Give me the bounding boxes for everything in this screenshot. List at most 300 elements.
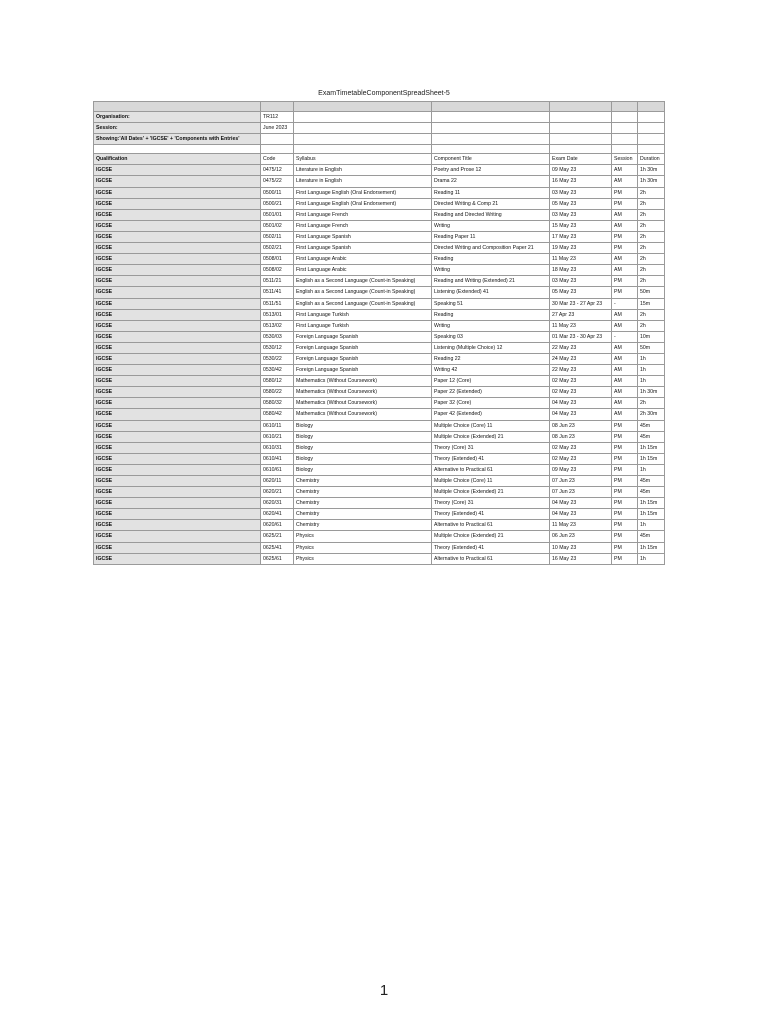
table-row bbox=[94, 243, 665, 254]
exam-date-cell: 30 Mar 23 - 27 Apr 23 bbox=[550, 298, 612, 309]
qualification-cell: IGCSE bbox=[94, 265, 261, 276]
syllabus-cell: Biology bbox=[294, 420, 432, 431]
qualification-cell: IGCSE bbox=[94, 453, 261, 464]
duration-cell: 1h 30m bbox=[638, 387, 665, 398]
duration-cell: 2h bbox=[638, 198, 665, 209]
duration-cell: 2h bbox=[638, 320, 665, 331]
exam-date-cell: 07 Jun 23 bbox=[550, 476, 612, 487]
syllabus-cell: First Language Arabic bbox=[294, 265, 432, 276]
duration-cell: 45m bbox=[638, 431, 665, 442]
component-title-cell: Multiple Choice (Extended) 21 bbox=[432, 487, 550, 498]
session-cell: PM bbox=[612, 243, 638, 254]
duration-cell: 2h bbox=[638, 220, 665, 231]
exam-date-cell: 15 May 23 bbox=[550, 220, 612, 231]
table-row bbox=[94, 165, 665, 176]
column-header-row bbox=[94, 154, 665, 165]
syllabus-cell: Biology bbox=[294, 431, 432, 442]
component-title-cell: Alternative to Practical 61 bbox=[432, 553, 550, 564]
duration-cell: 1h 15m bbox=[638, 453, 665, 464]
component-title-cell: Multiple Choice (Core) 11 bbox=[432, 476, 550, 487]
code-cell: 0511/41 bbox=[261, 287, 294, 298]
duration-cell: 2h bbox=[638, 187, 665, 198]
component-title-cell: Reading and Writing (Extended) 21 bbox=[432, 276, 550, 287]
qualification-cell: IGCSE bbox=[94, 309, 261, 320]
table-row bbox=[94, 398, 665, 409]
session-cell: AM bbox=[612, 209, 638, 220]
exam-date-cell: 04 May 23 bbox=[550, 509, 612, 520]
duration-cell: 1h 15m bbox=[638, 509, 665, 520]
duration-cell: 15m bbox=[638, 298, 665, 309]
duration-cell: 1h 30m bbox=[638, 165, 665, 176]
session-cell: PM bbox=[612, 509, 638, 520]
qualification-cell: IGCSE bbox=[94, 254, 261, 265]
qualification-cell: IGCSE bbox=[94, 376, 261, 387]
table-row bbox=[94, 309, 665, 320]
syllabus-cell: First Language Turkish bbox=[294, 320, 432, 331]
session-cell: AM bbox=[612, 265, 638, 276]
qualification-cell: IGCSE bbox=[94, 342, 261, 353]
session-cell: AM bbox=[612, 409, 638, 420]
code-cell: 0625/21 bbox=[261, 531, 294, 542]
duration-cell: 1h 15m bbox=[638, 542, 665, 553]
header-session: Session bbox=[612, 154, 638, 165]
table-row bbox=[94, 187, 665, 198]
code-cell: 0500/21 bbox=[261, 198, 294, 209]
session-cell: PM bbox=[612, 276, 638, 287]
table-row bbox=[94, 365, 665, 376]
qualification-cell: IGCSE bbox=[94, 542, 261, 553]
organisation-value: TR112 bbox=[261, 112, 294, 123]
qualification-cell: IGCSE bbox=[94, 231, 261, 242]
qualification-cell: IGCSE bbox=[94, 331, 261, 342]
qualification-cell: IGCSE bbox=[94, 398, 261, 409]
exam-date-cell: 16 May 23 bbox=[550, 553, 612, 564]
qualification-cell: IGCSE bbox=[94, 165, 261, 176]
table-row bbox=[94, 209, 665, 220]
qualification-cell: IGCSE bbox=[94, 498, 261, 509]
exam-date-cell: 03 May 23 bbox=[550, 187, 612, 198]
component-title-cell: Paper 22 (Extended) bbox=[432, 387, 550, 398]
code-cell: 0530/22 bbox=[261, 353, 294, 364]
code-cell: 0511/51 bbox=[261, 298, 294, 309]
table-row bbox=[94, 520, 665, 531]
code-cell: 0625/41 bbox=[261, 542, 294, 553]
session-cell: PM bbox=[612, 442, 638, 453]
table-row bbox=[94, 342, 665, 353]
session-cell: PM bbox=[612, 476, 638, 487]
session-cell: AM bbox=[612, 365, 638, 376]
syllabus-cell: English as a Second Language (Count-in Speaking) bbox=[294, 298, 432, 309]
component-title-cell: Multiple Choice (Core) 11 bbox=[432, 420, 550, 431]
qualification-cell: IGCSE bbox=[94, 287, 261, 298]
session-cell: AM bbox=[612, 398, 638, 409]
table-row bbox=[94, 431, 665, 442]
session-cell: - bbox=[612, 331, 638, 342]
page-number: 1 bbox=[379, 982, 389, 999]
table-row bbox=[94, 176, 665, 187]
code-cell: 0610/31 bbox=[261, 442, 294, 453]
duration-cell: 10m bbox=[638, 331, 665, 342]
component-title-cell: Directed Writing & Comp 21 bbox=[432, 198, 550, 209]
component-title-cell: Paper 42 (Extended) bbox=[432, 409, 550, 420]
table-row bbox=[94, 287, 665, 298]
code-cell: 0620/21 bbox=[261, 487, 294, 498]
component-title-cell: Alternative to Practical 61 bbox=[432, 520, 550, 531]
code-cell: 0513/01 bbox=[261, 309, 294, 320]
duration-cell: 45m bbox=[638, 487, 665, 498]
code-cell: 0620/41 bbox=[261, 509, 294, 520]
component-title-cell: Reading 22 bbox=[432, 353, 550, 364]
header-component-title: Component Title bbox=[432, 154, 550, 165]
syllabus-cell: First Language Turkish bbox=[294, 309, 432, 320]
syllabus-cell: First Language French bbox=[294, 220, 432, 231]
duration-cell: 1h bbox=[638, 464, 665, 475]
exam-date-cell: 05 May 23 bbox=[550, 287, 612, 298]
duration-cell: 50m bbox=[638, 342, 665, 353]
qualification-cell: IGCSE bbox=[94, 553, 261, 564]
duration-cell: 1h 30m bbox=[638, 176, 665, 187]
exam-date-cell: 18 May 23 bbox=[550, 265, 612, 276]
table-row bbox=[94, 476, 665, 487]
exam-date-cell: 11 May 23 bbox=[550, 320, 612, 331]
exam-date-cell: 02 May 23 bbox=[550, 387, 612, 398]
qualification-cell: IGCSE bbox=[94, 420, 261, 431]
syllabus-cell: First Language English (Oral Endorsement) bbox=[294, 187, 432, 198]
qualification-cell: IGCSE bbox=[94, 531, 261, 542]
header-exam-date: Exam Date bbox=[550, 154, 612, 165]
qualification-cell: IGCSE bbox=[94, 276, 261, 287]
table-row bbox=[94, 487, 665, 498]
exam-date-cell: 05 May 23 bbox=[550, 198, 612, 209]
session-cell: AM bbox=[612, 342, 638, 353]
exam-date-cell: 03 May 23 bbox=[550, 209, 612, 220]
table-row bbox=[94, 387, 665, 398]
table-row bbox=[94, 298, 665, 309]
component-title-cell: Theory (Extended) 41 bbox=[432, 509, 550, 520]
session-cell: PM bbox=[612, 231, 638, 242]
duration-cell: 1h bbox=[638, 376, 665, 387]
code-cell: 0502/21 bbox=[261, 243, 294, 254]
syllabus-cell: Biology bbox=[294, 442, 432, 453]
syllabus-cell: Foreign Language Spanish bbox=[294, 353, 432, 364]
syllabus-cell: Chemistry bbox=[294, 476, 432, 487]
session-value: June 2023 bbox=[261, 123, 294, 134]
duration-cell: 1h 15m bbox=[638, 498, 665, 509]
code-cell: 0610/11 bbox=[261, 420, 294, 431]
syllabus-cell: Mathematics (Without Coursework) bbox=[294, 376, 432, 387]
syllabus-cell: First Language Arabic bbox=[294, 254, 432, 265]
header-qualification: Qualification bbox=[94, 154, 261, 165]
syllabus-cell: Physics bbox=[294, 542, 432, 553]
header-duration: Duration bbox=[638, 154, 665, 165]
table-row bbox=[94, 553, 665, 564]
exam-date-cell: 03 May 23 bbox=[550, 276, 612, 287]
code-cell: 0475/12 bbox=[261, 165, 294, 176]
component-title-cell: Listening (Multiple Choice) 12 bbox=[432, 342, 550, 353]
component-title-cell: Paper 32 (Core) bbox=[432, 398, 550, 409]
component-title-cell: Reading 11 bbox=[432, 187, 550, 198]
qualification-cell: IGCSE bbox=[94, 464, 261, 475]
table-row bbox=[94, 320, 665, 331]
code-cell: 0475/22 bbox=[261, 176, 294, 187]
syllabus-cell: Foreign Language Spanish bbox=[294, 342, 432, 353]
qualification-cell: IGCSE bbox=[94, 476, 261, 487]
session-cell: AM bbox=[612, 220, 638, 231]
exam-date-cell: 22 May 23 bbox=[550, 365, 612, 376]
syllabus-cell: English as a Second Language (Count-in Speaking) bbox=[294, 287, 432, 298]
table-row bbox=[94, 453, 665, 464]
code-cell: 0501/02 bbox=[261, 220, 294, 231]
exam-date-cell: 08 Jun 23 bbox=[550, 431, 612, 442]
syllabus-cell: Literature in English bbox=[294, 165, 432, 176]
duration-cell: 2h bbox=[638, 209, 665, 220]
qualification-cell: IGCSE bbox=[94, 487, 261, 498]
exam-date-cell: 07 Jun 23 bbox=[550, 487, 612, 498]
qualification-cell: IGCSE bbox=[94, 442, 261, 453]
syllabus-cell: Chemistry bbox=[294, 487, 432, 498]
session-cell: AM bbox=[612, 387, 638, 398]
organisation-label: Organisation: bbox=[94, 112, 261, 123]
code-cell: 0610/61 bbox=[261, 464, 294, 475]
duration-cell: 1h bbox=[638, 365, 665, 376]
duration-cell: 45m bbox=[638, 531, 665, 542]
duration-cell: 2h bbox=[638, 398, 665, 409]
exam-date-cell: 11 May 23 bbox=[550, 520, 612, 531]
duration-cell: 50m bbox=[638, 287, 665, 298]
syllabus-cell: Chemistry bbox=[294, 509, 432, 520]
qualification-cell: IGCSE bbox=[94, 198, 261, 209]
duration-cell: 1h bbox=[638, 553, 665, 564]
session-cell: AM bbox=[612, 353, 638, 364]
code-cell: 0610/21 bbox=[261, 431, 294, 442]
exam-date-cell: 02 May 23 bbox=[550, 376, 612, 387]
syllabus-cell: First Language French bbox=[294, 209, 432, 220]
component-title-cell: Theory (Core) 31 bbox=[432, 442, 550, 453]
component-title-cell: Multiple Choice (Extended) 21 bbox=[432, 431, 550, 442]
session-cell: PM bbox=[612, 531, 638, 542]
session-cell: AM bbox=[612, 320, 638, 331]
showing-row bbox=[94, 134, 665, 145]
qualification-cell: IGCSE bbox=[94, 320, 261, 331]
code-cell: 0580/32 bbox=[261, 398, 294, 409]
organisation-row bbox=[94, 112, 665, 123]
exam-date-cell: 16 May 23 bbox=[550, 176, 612, 187]
code-cell: 0508/02 bbox=[261, 265, 294, 276]
syllabus-cell: Foreign Language Spanish bbox=[294, 365, 432, 376]
duration-cell: 2h bbox=[638, 309, 665, 320]
table-row bbox=[94, 353, 665, 364]
exam-date-cell: 09 May 23 bbox=[550, 464, 612, 475]
duration-cell: 45m bbox=[638, 476, 665, 487]
duration-cell: 2h bbox=[638, 276, 665, 287]
component-title-cell: Reading bbox=[432, 254, 550, 265]
component-title-cell: Speaking 51 bbox=[432, 298, 550, 309]
qualification-cell: IGCSE bbox=[94, 176, 261, 187]
table-row bbox=[94, 231, 665, 242]
table-row bbox=[94, 464, 665, 475]
exam-date-cell: 01 Mar 23 - 30 Apr 23 bbox=[550, 331, 612, 342]
qualification-cell: IGCSE bbox=[94, 509, 261, 520]
component-title-cell: Paper 12 (Core) bbox=[432, 376, 550, 387]
session-cell: PM bbox=[612, 542, 638, 553]
header-bar-row bbox=[94, 102, 665, 112]
duration-cell: 2h bbox=[638, 265, 665, 276]
session-cell: AM bbox=[612, 254, 638, 265]
session-label: Session: bbox=[94, 123, 261, 134]
exam-date-cell: 02 May 23 bbox=[550, 442, 612, 453]
code-cell: 0513/02 bbox=[261, 320, 294, 331]
table-row bbox=[94, 376, 665, 387]
component-title-cell: Alternative to Practical 61 bbox=[432, 464, 550, 475]
qualification-cell: IGCSE bbox=[94, 353, 261, 364]
session-cell: AM bbox=[612, 309, 638, 320]
table-row bbox=[94, 498, 665, 509]
session-cell: PM bbox=[612, 198, 638, 209]
table-row bbox=[94, 509, 665, 520]
header-syllabus: Syllabus bbox=[294, 154, 432, 165]
code-cell: 0530/42 bbox=[261, 365, 294, 376]
syllabus-cell: English as a Second Language (Count-in Speaking) bbox=[294, 276, 432, 287]
component-title-cell: Reading bbox=[432, 309, 550, 320]
syllabus-cell: Physics bbox=[294, 531, 432, 542]
qualification-cell: IGCSE bbox=[94, 431, 261, 442]
table-row bbox=[94, 420, 665, 431]
session-cell: PM bbox=[612, 553, 638, 564]
session-cell: AM bbox=[612, 165, 638, 176]
code-cell: 0511/21 bbox=[261, 276, 294, 287]
syllabus-cell: Physics bbox=[294, 553, 432, 564]
table-row bbox=[94, 331, 665, 342]
session-cell: PM bbox=[612, 498, 638, 509]
component-title-cell: Theory (Extended) 41 bbox=[432, 542, 550, 553]
duration-cell: 2h bbox=[638, 243, 665, 254]
exam-date-cell: 24 May 23 bbox=[550, 353, 612, 364]
exam-date-cell: 04 May 23 bbox=[550, 409, 612, 420]
code-cell: 0501/01 bbox=[261, 209, 294, 220]
syllabus-cell: Mathematics (Without Coursework) bbox=[294, 398, 432, 409]
session-cell: PM bbox=[612, 520, 638, 531]
syllabus-cell: Mathematics (Without Coursework) bbox=[294, 387, 432, 398]
table-row bbox=[94, 265, 665, 276]
table-row bbox=[94, 198, 665, 209]
duration-cell: 2h 30m bbox=[638, 409, 665, 420]
session-cell: PM bbox=[612, 420, 638, 431]
component-title-cell: Writing bbox=[432, 265, 550, 276]
session-cell: PM bbox=[612, 464, 638, 475]
exam-timetable-table bbox=[93, 101, 665, 565]
component-title-cell: Multiple Choice (Extended) 21 bbox=[432, 531, 550, 542]
code-cell: 0620/11 bbox=[261, 476, 294, 487]
session-cell: AM bbox=[612, 176, 638, 187]
syllabus-cell: Literature in English bbox=[294, 176, 432, 187]
code-cell: 0580/42 bbox=[261, 409, 294, 420]
component-title-cell: Drama 22 bbox=[432, 176, 550, 187]
syllabus-cell: First Language Spanish bbox=[294, 231, 432, 242]
code-cell: 0502/11 bbox=[261, 231, 294, 242]
qualification-cell: IGCSE bbox=[94, 520, 261, 531]
component-title-cell: Directed Writing and Composition Paper 21 bbox=[432, 243, 550, 254]
session-cell: PM bbox=[612, 487, 638, 498]
qualification-cell: IGCSE bbox=[94, 387, 261, 398]
session-row bbox=[94, 123, 665, 134]
qualification-cell: IGCSE bbox=[94, 220, 261, 231]
syllabus-cell: Foreign Language Spanish bbox=[294, 331, 432, 342]
header-code: Code bbox=[261, 154, 294, 165]
exam-date-cell: 22 May 23 bbox=[550, 342, 612, 353]
component-title-cell: Speaking 03 bbox=[432, 331, 550, 342]
duration-cell: 1h bbox=[638, 520, 665, 531]
exam-date-cell: 10 May 23 bbox=[550, 542, 612, 553]
syllabus-cell: First Language Spanish bbox=[294, 243, 432, 254]
session-cell: PM bbox=[612, 187, 638, 198]
spacer-row bbox=[94, 145, 665, 154]
syllabus-cell: Mathematics (Without Coursework) bbox=[294, 409, 432, 420]
component-title-cell: Listening (Extended) 41 bbox=[432, 287, 550, 298]
exam-date-cell: 04 May 23 bbox=[550, 398, 612, 409]
duration-cell: 1h bbox=[638, 353, 665, 364]
table-row bbox=[94, 442, 665, 453]
code-cell: 0530/03 bbox=[261, 331, 294, 342]
code-cell: 0620/31 bbox=[261, 498, 294, 509]
component-title-cell: Writing bbox=[432, 220, 550, 231]
code-cell: 0580/12 bbox=[261, 376, 294, 387]
duration-cell: 2h bbox=[638, 254, 665, 265]
code-cell: 0580/22 bbox=[261, 387, 294, 398]
component-title-cell: Writing 42 bbox=[432, 365, 550, 376]
qualification-cell: IGCSE bbox=[94, 298, 261, 309]
exam-date-cell: 02 May 23 bbox=[550, 453, 612, 464]
table-row bbox=[94, 254, 665, 265]
qualification-cell: IGCSE bbox=[94, 187, 261, 198]
component-title-cell: Theory (Core) 31 bbox=[432, 498, 550, 509]
code-cell: 0620/61 bbox=[261, 520, 294, 531]
syllabus-cell: Chemistry bbox=[294, 498, 432, 509]
session-cell: - bbox=[612, 298, 638, 309]
session-cell: AM bbox=[612, 376, 638, 387]
code-cell: 0500/11 bbox=[261, 187, 294, 198]
table-row bbox=[94, 220, 665, 231]
component-title-cell: Poetry and Prose 12 bbox=[432, 165, 550, 176]
component-title-cell: Writing bbox=[432, 320, 550, 331]
table-row bbox=[94, 542, 665, 553]
syllabus-cell: First Language English (Oral Endorsement) bbox=[294, 198, 432, 209]
exam-date-cell: 04 May 23 bbox=[550, 498, 612, 509]
qualification-cell: IGCSE bbox=[94, 243, 261, 254]
qualification-cell: IGCSE bbox=[94, 209, 261, 220]
duration-cell: 2h bbox=[638, 231, 665, 242]
exam-date-cell: 11 May 23 bbox=[550, 254, 612, 265]
syllabus-cell: Biology bbox=[294, 464, 432, 475]
syllabus-cell: Biology bbox=[294, 453, 432, 464]
table-row bbox=[94, 409, 665, 420]
qualification-cell: IGCSE bbox=[94, 409, 261, 420]
qualification-cell: IGCSE bbox=[94, 365, 261, 376]
duration-cell: 45m bbox=[638, 420, 665, 431]
syllabus-cell: Chemistry bbox=[294, 520, 432, 531]
session-cell: PM bbox=[612, 453, 638, 464]
table-row bbox=[94, 276, 665, 287]
component-title-cell: Reading and Directed Writing bbox=[432, 209, 550, 220]
component-title-cell: Theory (Extended) 41 bbox=[432, 453, 550, 464]
exam-date-cell: 09 May 23 bbox=[550, 165, 612, 176]
code-cell: 0625/61 bbox=[261, 553, 294, 564]
code-cell: 0530/12 bbox=[261, 342, 294, 353]
code-cell: 0610/41 bbox=[261, 453, 294, 464]
exam-date-cell: 17 May 23 bbox=[550, 231, 612, 242]
exam-date-cell: 27 Apr 23 bbox=[550, 309, 612, 320]
exam-date-cell: 06 Jun 23 bbox=[550, 531, 612, 542]
exam-date-cell: 08 Jun 23 bbox=[550, 420, 612, 431]
